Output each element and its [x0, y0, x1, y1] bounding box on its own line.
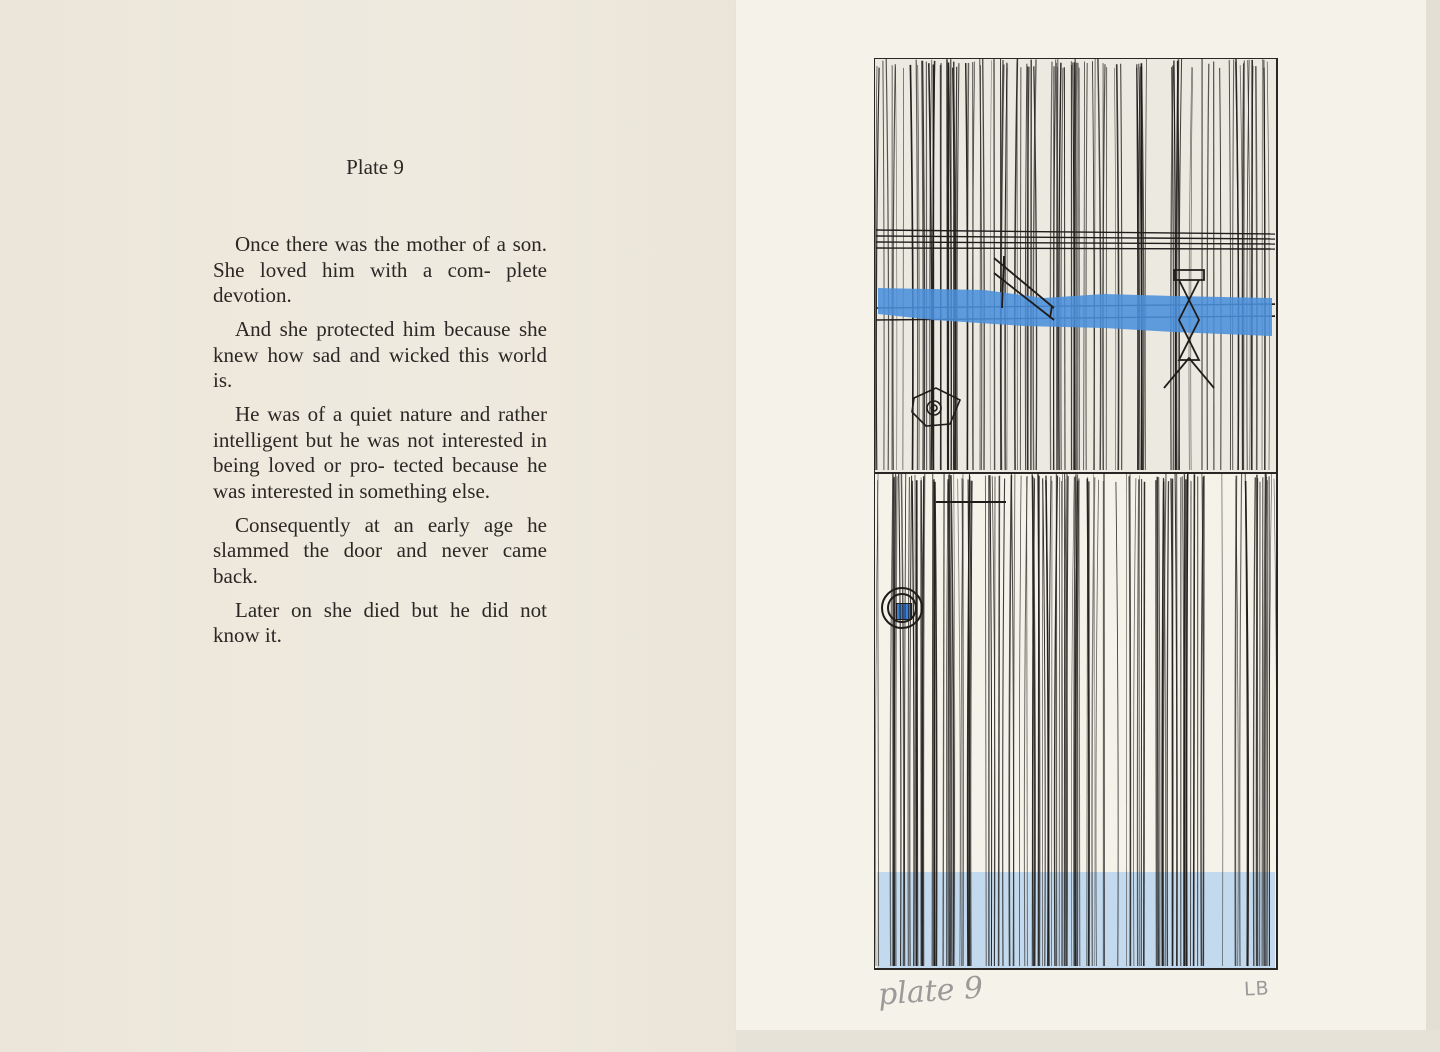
etched-line [912, 481, 914, 966]
poem-text [213, 232, 547, 657]
page-edge [1426, 0, 1440, 1052]
etched-line [1051, 481, 1052, 966]
handwritten-initials: LB [1243, 977, 1271, 1001]
etched-line [1133, 478, 1135, 966]
etched-line [1064, 473, 1065, 966]
etched-line [1046, 476, 1048, 966]
etched-line [1156, 480, 1157, 966]
etched-line [905, 473, 906, 966]
etched-line [1049, 476, 1051, 966]
poem-paragraph-2: And she protected him because she knew how sad and wicked this world is. [213, 317, 547, 392]
etched-line [1014, 474, 1015, 966]
etched-line [951, 59, 952, 470]
poem-paragraph-5: Later on she died but he did not know it. [213, 597, 547, 647]
etched-line [1159, 477, 1160, 966]
etched-line [990, 475, 992, 966]
etched-line [958, 479, 961, 966]
etched-line [1138, 479, 1139, 966]
etched-line [1087, 477, 1088, 966]
etched-line [908, 477, 909, 966]
etched-line [1141, 479, 1142, 966]
page-title: Plate 9 [346, 155, 404, 179]
etching-lower-section [874, 472, 1278, 970]
etched-line [1094, 473, 1095, 966]
etched-line [899, 473, 901, 966]
etched-line [1019, 476, 1021, 966]
etched-line [1009, 475, 1011, 966]
etched-line [1043, 478, 1046, 966]
etched-line [1262, 477, 1263, 966]
etched-line [1193, 474, 1194, 966]
etched-line [1257, 475, 1258, 966]
etched-line [1203, 476, 1204, 966]
etched-line [1116, 482, 1118, 966]
etched-line [998, 476, 999, 966]
etched-line [1222, 474, 1223, 966]
etched-line [878, 480, 879, 966]
etched-line [1027, 477, 1028, 966]
etched-line [910, 476, 912, 966]
poem-paragraph-1: Once there was the mother of a son. She loved him with a com- plete devotion. [213, 232, 547, 307]
etched-line [1254, 477, 1256, 966]
page-edge-bottom [736, 1030, 1440, 1052]
etched-line [994, 59, 995, 470]
etched-line [1129, 476, 1130, 966]
etched-line [1240, 473, 1242, 966]
etched-line [1157, 477, 1158, 966]
etched-line [896, 476, 897, 966]
etching-lower-vertical-lines [876, 472, 1277, 966]
etching-illustration [874, 58, 1278, 474]
etched-line [1167, 481, 1168, 966]
etched-line [1096, 480, 1099, 966]
poem-paragraph-4: Consequently at an early age he slammed the door and never came back. [213, 512, 547, 588]
etched-line [949, 479, 950, 966]
etched-line [901, 474, 903, 966]
etched-line [1235, 476, 1236, 966]
etched-line [943, 474, 944, 966]
etched-line [947, 59, 948, 470]
etched-line [1177, 473, 1178, 966]
poem-paragraph-3: He was of a quiet nature and rather intelligent but he was not interested in being loved or pro- tected because he was interested in something else. [213, 402, 547, 503]
etched-line [1144, 482, 1145, 966]
handwritten-plate-title: plate 9 [876, 970, 985, 1013]
etched-line [1079, 480, 1080, 966]
etched-line [1011, 474, 1013, 966]
etched-line [985, 476, 986, 966]
etched-line [932, 473, 933, 966]
etched-line [1003, 479, 1005, 967]
